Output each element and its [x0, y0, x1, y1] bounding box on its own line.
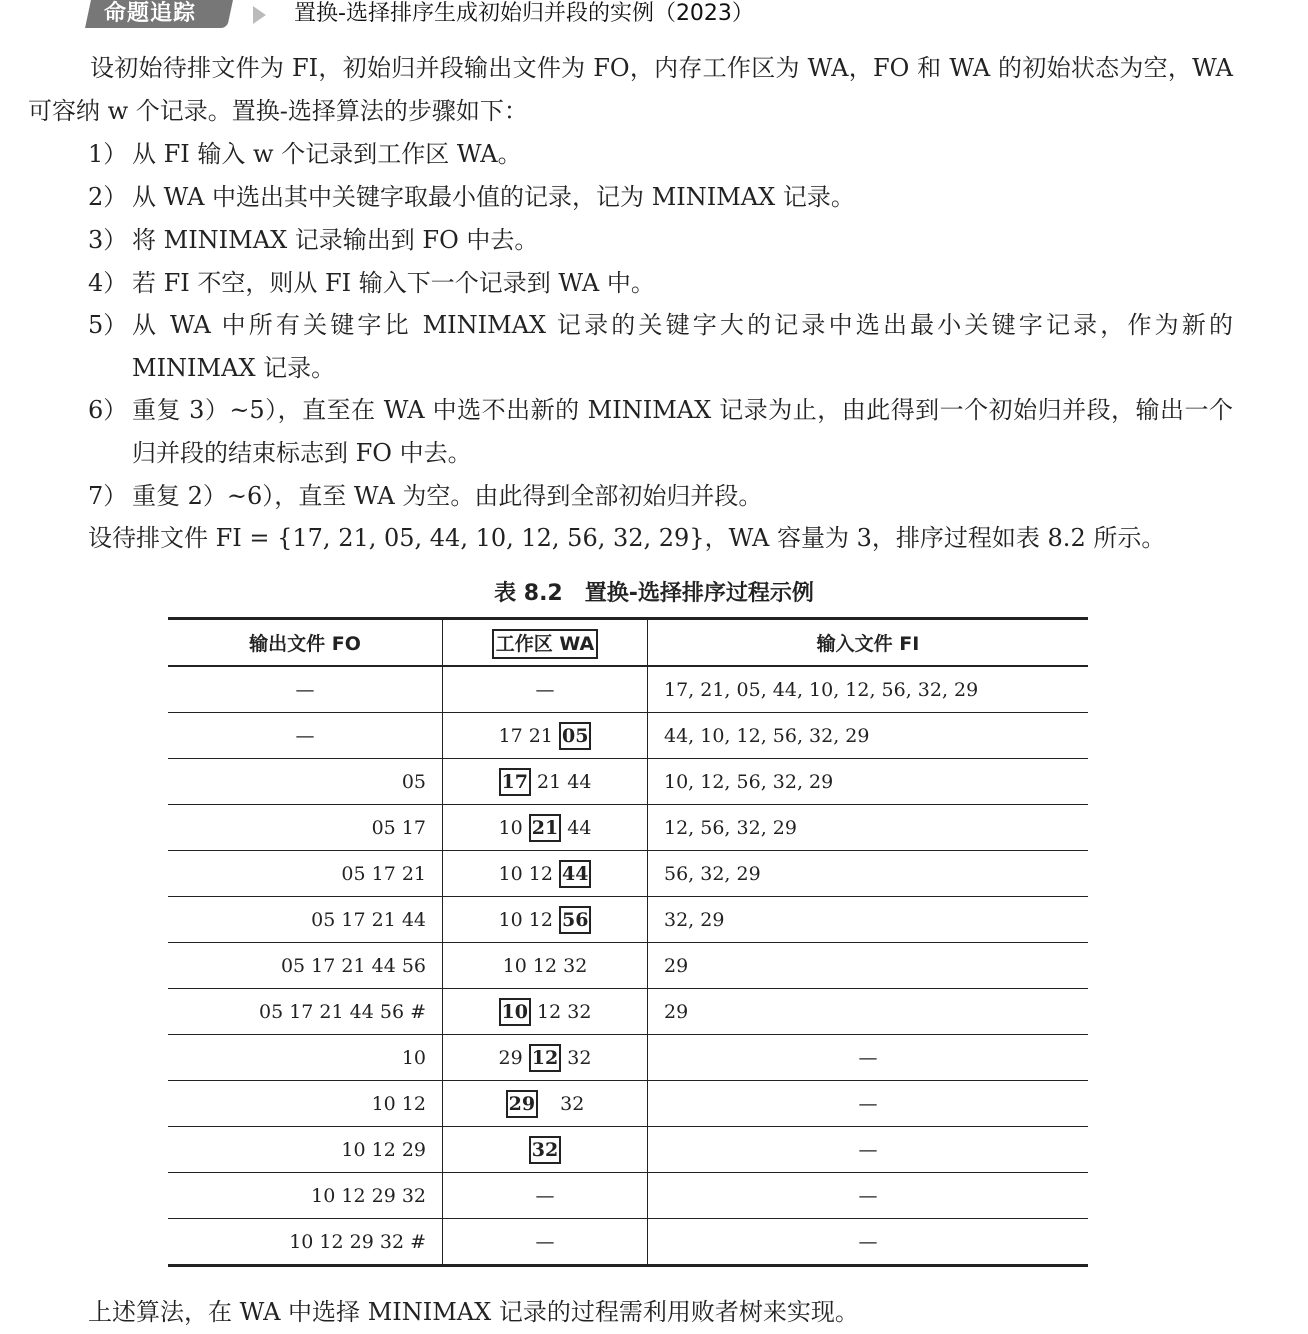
cell-fi: 29	[648, 989, 1089, 1035]
wa-text: —	[535, 678, 555, 701]
step-text: 从 FI 输入 w 个记录到工作区 WA。	[132, 140, 522, 168]
table-row	[168, 1081, 1088, 1127]
step-text: 重复 3）~5），直至在 WA 中选不出新的 MINIMAX 记录为止，由此得到一个初始归并段，输出一个归并段的结束标志到 FO 中去。	[132, 396, 1233, 467]
wa-text: —	[535, 1184, 555, 1207]
cell-wa	[443, 1081, 648, 1127]
table-row	[168, 759, 1088, 805]
table-row	[168, 1173, 1088, 1219]
step-1	[88, 133, 1233, 176]
cell-wa	[443, 943, 648, 989]
minimax-record: 17	[499, 768, 531, 796]
cell-fo: 05 17	[168, 805, 443, 851]
footer-paragraph	[88, 1291, 1233, 1334]
step-text: 从 WA 中所有关键字比 MINIMAX 记录的关键字大的记录中选出最小关键字记录，作为新的 MINIMAX 记录。	[132, 311, 1233, 382]
example-paragraph	[88, 517, 1233, 560]
header-fo	[168, 619, 443, 667]
cell-wa	[443, 1219, 648, 1266]
cell-fi: 32, 29	[648, 897, 1089, 943]
table-row	[168, 943, 1088, 989]
header-fo-label: 输出文件 FO	[249, 633, 361, 655]
wa-text: 10 12	[498, 862, 559, 885]
minimax-record: 12	[529, 1044, 561, 1072]
cell-wa	[443, 897, 648, 943]
cell-fo: 10 12 29	[168, 1127, 443, 1173]
header-wa-label: 工作区 WA	[492, 629, 598, 659]
cell-fo: 05 17 21 44	[168, 897, 443, 943]
minimax-record: 05	[559, 722, 591, 750]
cell-wa	[443, 851, 648, 897]
cell-fi: —	[648, 1173, 1089, 1219]
header-wa	[443, 619, 648, 667]
cell-fo: 05 17 21 44 56 #	[168, 989, 443, 1035]
table-row	[168, 713, 1088, 759]
cell-wa	[443, 805, 648, 851]
section-header	[0, 0, 1308, 36]
table-row	[168, 897, 1088, 943]
step-text: 重复 2）~6），直至 WA 为空。由此得到全部初始归并段。	[132, 482, 763, 510]
cell-fi: 12, 56, 32, 29	[648, 805, 1089, 851]
minimax-record: 44	[559, 860, 591, 888]
cell-fi: —	[648, 1081, 1089, 1127]
cell-fo: 10 12 29 32 #	[168, 1219, 443, 1266]
minimax-record: 32	[529, 1136, 561, 1164]
cell-fo: 10 12	[168, 1081, 443, 1127]
step-number: 4）	[88, 269, 128, 297]
cell-wa	[443, 759, 648, 805]
table-caption: 表 8.2 置换-选择排序过程示例	[494, 581, 814, 606]
cell-wa	[443, 989, 648, 1035]
table-row	[168, 1219, 1088, 1266]
table-row	[168, 1035, 1088, 1081]
wa-text: 44	[561, 816, 592, 839]
wa-text: 10	[498, 816, 529, 839]
intro-paragraph: 设初始待排文件为 FI，初始归并段输出文件为 FO，内存工作区为 WA，FO 和 WA 的初始状态为空，WA 可容纳 w 个记录。置换-选择算法的步骤如下：	[28, 54, 1233, 125]
header-fi	[648, 619, 1089, 667]
step-7	[88, 475, 1233, 518]
table-row	[168, 851, 1088, 897]
table-row	[168, 989, 1088, 1035]
wa-text: 17 21	[498, 724, 559, 747]
cell-fi: 56, 32, 29	[648, 851, 1089, 897]
step-5	[88, 304, 1233, 390]
wa-text: 32	[561, 1046, 592, 1069]
example-text: 设待排文件 FI = {17, 21, 05, 44, 10, 12, 56, 32, 29}，WA 容量为 3，排序过程如表 8.2 所示。	[88, 524, 1166, 552]
minimax-record: 56	[559, 906, 591, 934]
wa-text: 10 12 32	[502, 954, 588, 977]
step-6	[88, 389, 1233, 475]
table-header-row	[168, 619, 1088, 667]
cell-fo: 05	[168, 759, 443, 805]
minimax-record: 10	[499, 998, 531, 1026]
process-table	[168, 617, 1088, 1267]
wa-text: 29	[498, 1046, 529, 1069]
cell-fo: —	[168, 713, 443, 759]
cell-fi: 17, 21, 05, 44, 10, 12, 56, 32, 29	[648, 666, 1089, 713]
wa-text: 10 12	[498, 908, 559, 931]
step-number: 1）	[88, 140, 128, 168]
step-4	[88, 262, 1233, 305]
table-body	[168, 666, 1088, 1266]
cell-fi: 44, 10, 12, 56, 32, 29	[648, 713, 1089, 759]
wa-text: 12 32	[531, 1000, 592, 1023]
step-number: 5）	[88, 311, 128, 339]
step-number: 2）	[88, 183, 128, 211]
step-number: 7）	[88, 482, 128, 510]
wa-text: —	[535, 1230, 555, 1253]
table-row	[168, 666, 1088, 713]
cell-fi: 29	[648, 943, 1089, 989]
step-text: 从 WA 中选出其中关键字取最小值的记录，记为 MINIMAX 记录。	[132, 183, 855, 211]
cell-fi: —	[648, 1219, 1089, 1266]
step-text: 将 MINIMAX 记录输出到 FO 中去。	[132, 226, 539, 254]
minimax-record: 21	[529, 814, 561, 842]
table-row	[168, 1127, 1088, 1173]
cell-fo: 10 12 29 32	[168, 1173, 443, 1219]
cell-fo: —	[168, 666, 443, 713]
cell-wa	[443, 713, 648, 759]
cell-fo: 10	[168, 1035, 443, 1081]
footer-text: 上述算法，在 WA 中选择 MINIMAX 记录的过程需利用败者树来实现。	[88, 1298, 859, 1326]
step-text: 若 FI 不空，则从 FI 输入下一个记录到 WA 中。	[132, 269, 655, 297]
section-title: 置换-选择排序生成初始归并段的实例（2023）	[294, 1, 754, 26]
header-fi-label: 输入文件 FI	[816, 633, 920, 655]
step-2	[88, 176, 1233, 219]
wa-text: 32	[560, 1092, 585, 1115]
table-row	[168, 805, 1088, 851]
cell-fi: —	[648, 1127, 1089, 1173]
cell-wa	[443, 666, 648, 713]
wa-text: 21 44	[531, 770, 592, 793]
cell-fi: —	[648, 1035, 1089, 1081]
cell-wa	[443, 1173, 648, 1219]
minimax-record: 29	[506, 1090, 538, 1118]
cell-fo: 05 17 21	[168, 851, 443, 897]
step-number: 6）	[88, 396, 128, 424]
cell-wa	[443, 1035, 648, 1081]
cell-wa	[443, 1127, 648, 1173]
cell-fo: 05 17 21 44 56	[168, 943, 443, 989]
step-3	[88, 219, 1233, 262]
cell-fi: 10, 12, 56, 32, 29	[648, 759, 1089, 805]
section-tag: 命题追踪	[104, 1, 197, 26]
triangle-arrow-icon	[253, 6, 266, 24]
step-number: 3）	[88, 226, 128, 254]
